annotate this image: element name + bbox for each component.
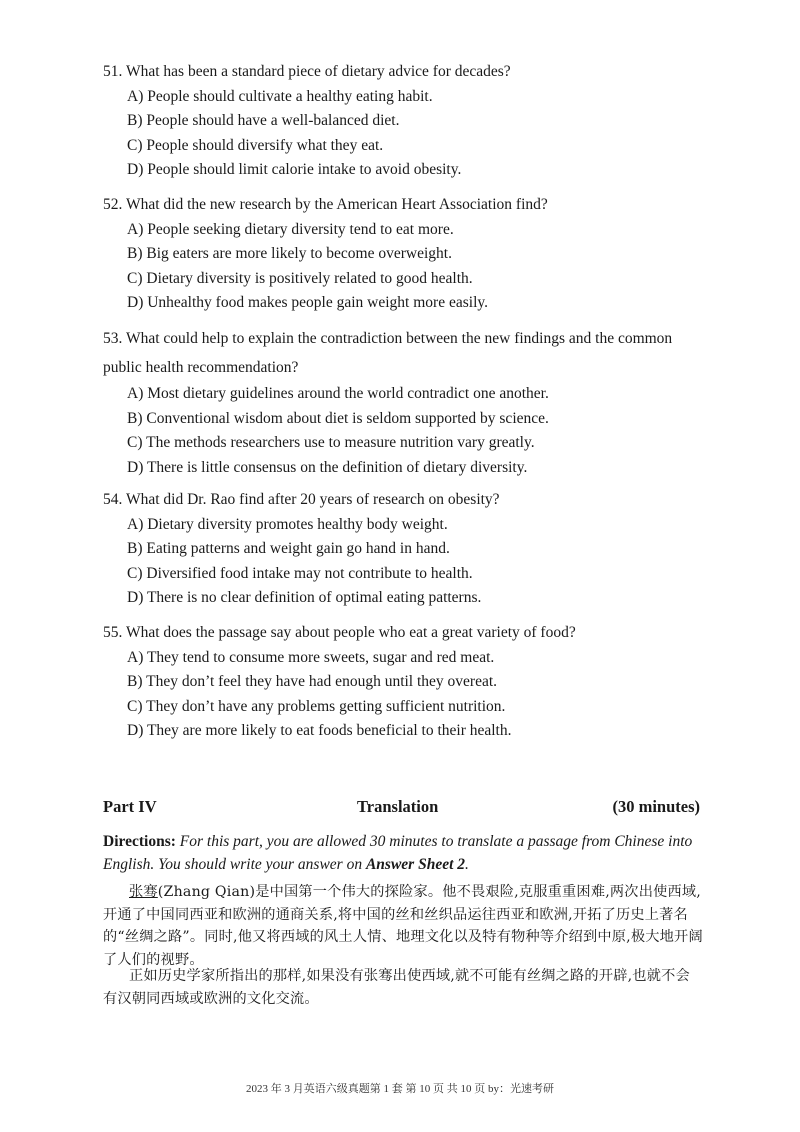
underlined-name: 张骞: [129, 884, 158, 900]
translation-paragraph-1: [103, 881, 703, 971]
option-c: C) They don’t have any problems getting sufficient nutrition.: [127, 697, 506, 715]
option-a: A) People seeking dietary diversity tend to eat more.: [127, 220, 454, 238]
option-b: B) Eating patterns and weight gain go hand in hand.: [127, 540, 450, 558]
directions-body: For this part, you are allowed 30 minutes to translate a passage from Chinese into English. You should write your answer on: [103, 833, 693, 873]
option-b: B) They don’t feel they have had enough until they overeat.: [127, 673, 498, 691]
question-stem: 53. What could help to explain the contradiction between the new findings and the common public health recommendation?: [103, 330, 673, 376]
question-51: [103, 60, 703, 183]
option-b: B) People should have a well-balanced diet.: [127, 112, 400, 130]
question-54: [103, 488, 703, 611]
question-53: [103, 324, 703, 480]
option-c: C) The methods researchers use to measure nutrition vary greatly.: [127, 434, 535, 452]
option-d: D) There is no clear definition of optimal eating patterns.: [127, 589, 482, 607]
part-title: Translation: [357, 797, 439, 816]
answer-sheet-label: Answer Sheet 2: [365, 856, 466, 873]
part-heading: [103, 797, 700, 823]
question-52: [103, 193, 703, 316]
directions-end: .: [465, 856, 469, 873]
question-55: [103, 621, 703, 744]
page-footer: 2023 年 3 月英语六级真题第 1 套 第 10 页 共 10 页 by：光速考研: [246, 1083, 554, 1095]
translation-paragraph-2: 正如历史学家所指出的那样,如果没有张骞出使西域,就不可能有丝绸之路的开辟,也就不会有汉朝同西域或欧洲的文化交流。: [103, 968, 690, 1007]
option-d: D) People should limit calorie intake to avoid obesity.: [127, 161, 462, 179]
part-label: Part IV: [103, 797, 157, 816]
option-a: A) They tend to consume more sweets, sugar and red meat.: [127, 648, 495, 666]
option-b: B) Conventional wisdom about diet is seldom supported by science.: [127, 409, 549, 427]
question-stem: 55. What does the passage say about people who eat a great variety of food?: [103, 624, 576, 641]
option-d: D) They are more likely to eat foods beneficial to their health.: [127, 722, 512, 740]
option-d: D) Unhealthy food makes people gain weight more easily.: [127, 294, 488, 312]
directions: [103, 830, 703, 876]
question-stem: 51. What has been a standard piece of dietary advice for decades?: [103, 63, 511, 80]
option-c: C) Diversified food intake may not contribute to health.: [127, 564, 473, 582]
directions-lead: Directions:: [103, 833, 176, 850]
option-b: B) Big eaters are more likely to become overweight.: [127, 245, 452, 263]
paragraph-text: (Zhang Qian)是中国第一个伟大的探险家。他不畏艰险,克服重重困难,两次出使西域,开通了中国同西亚和欧洲的通商关系,将中国的丝和丝织品运往西亚和欧洲,开拓了历史上著名的“丝绸之路”。同时,他又将西域的风土人情、地理文化以及特有物种等介绍到中原,极大地开阔了人们的视野。: [103, 884, 703, 968]
option-a: A) People should cultivate a healthy eating habit.: [127, 87, 433, 105]
option-c: C) Dietary diversity is positively related to good health.: [127, 269, 473, 287]
option-c: C) People should diversify what they eat.: [127, 136, 384, 154]
option-a: A) Dietary diversity promotes healthy body weight.: [127, 515, 448, 533]
part-time: (30 minutes): [612, 797, 700, 816]
question-stem: 52. What did the new research by the American Heart Association find?: [103, 196, 548, 213]
option-d: D) There is little consensus on the definition of dietary diversity.: [127, 458, 528, 476]
option-a: A) Most dietary guidelines around the world contradict one another.: [127, 385, 549, 402]
question-stem: 54. What did Dr. Rao find after 20 years of research on obesity?: [103, 491, 500, 508]
